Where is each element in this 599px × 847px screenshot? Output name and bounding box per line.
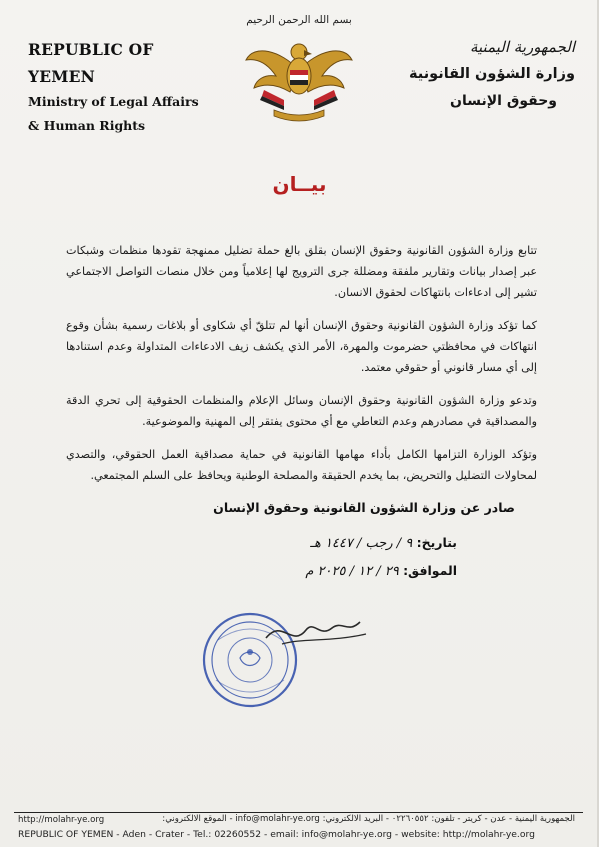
date-hijri-value: ٩ / رجب / ١٤٤٧ هـ: [310, 536, 413, 551]
footer-divider: [14, 812, 583, 813]
statement-paragraph: وتؤكد الوزارة التزامها الكامل بأداء مهامها القانونية في حماية مصداقية العمل الحقوقي، والتصدي لمحاولات التضليل والتحريض، بما يخدم الحقيقة والمصلحة الوطنية ويحافظ على السلم المجتمعي.: [66, 448, 537, 482]
header-ministry-ar: وزارة الشؤون القانونية: [409, 66, 575, 82]
statement-paragraph: كما تؤكد وزارة الشؤون القانونية وحقوق الإنسان أنها لم تتلقّ أي شكاوى أو بلاغات رسمية بشأن وقوع انتهاكات في محافظتي حضرموت والمهرة، الأمر الذي يكشف زيف الادعاءات المتداولة وعدم استنادها إلى أي مسار قانوني أو حقوقي معتمد.: [66, 319, 537, 374]
statement-paragraph: وتدعو وزارة الشؤون القانونية وحقوق الإنسان وسائل الإعلام والمنظمات الحقوقية إلى تحري الدقة والمصداقية في مصادرهم وعدم التعاطي مع أي محتوى يفتقر إلى المهنية والموضوعية.: [66, 394, 537, 428]
issued-by: صادر عن وزارة الشؤون القانونية وحقوق الإنسان: [213, 500, 515, 515]
header-ministry-en: Ministry of Legal Affairs: [28, 94, 199, 109]
date-gregorian-value: ٢٩ / ١٢ / ٢٠٢٥ م: [305, 564, 399, 579]
signature-icon: [262, 608, 372, 656]
header-country-en: REPUBLIC OF YEMEN: [28, 40, 154, 86]
header-ministry2-ar: وحقوق الإنسان: [450, 93, 557, 109]
date-hijri: [310, 535, 457, 551]
date-gregorian: [305, 563, 457, 579]
document-title: بيــان: [272, 172, 327, 196]
eagle-emblem-icon: [240, 30, 358, 122]
header-country-ar: الجمهورية اليمنية: [469, 38, 575, 56]
date-gregorian-label: الموافق:: [403, 563, 457, 578]
footer-website-link[interactable]: http://molahr-ye.org: [18, 815, 105, 825]
header-english: [28, 36, 218, 138]
date-hijri-label: بتاريخ:: [416, 535, 457, 550]
header-arabic: [395, 34, 575, 115]
statement-paragraph: تتابع وزارة الشؤون القانونية وحقوق الإنسان بقلق بالغ حملة تضليل ممنهجة تقودها منظمات وشبكات عبر إصدار بيانات وتقارير ملفقة ومضللة جرى الترويج لها إعلامياً ومن خلال منصات التواصل الاجتماعي تشير إلى ادعاءات بانتهاكات لحقوق الانسان.: [66, 244, 537, 299]
statement-body: [66, 240, 537, 498]
basmala: بسم الله الرحمن الرحيم: [246, 14, 352, 26]
footer-arabic-contact: الجمهورية اليمنية - عدن - كريتر - تلفون: ٠٢٢٦٠٥٥٢ - البريد الالكتروني: info@molahr-ye.org - الموقع الالكتروني:: [162, 814, 575, 824]
footer-english-contact: REPUBLIC OF YEMEN - Aden - Crater - Tel.: 02260552 - email: info@molahr-ye.org - website: http://molahr-ye.org: [18, 829, 535, 840]
header-ministry2-en: & Human Rights: [28, 118, 146, 133]
national-emblem: [240, 14, 358, 122]
